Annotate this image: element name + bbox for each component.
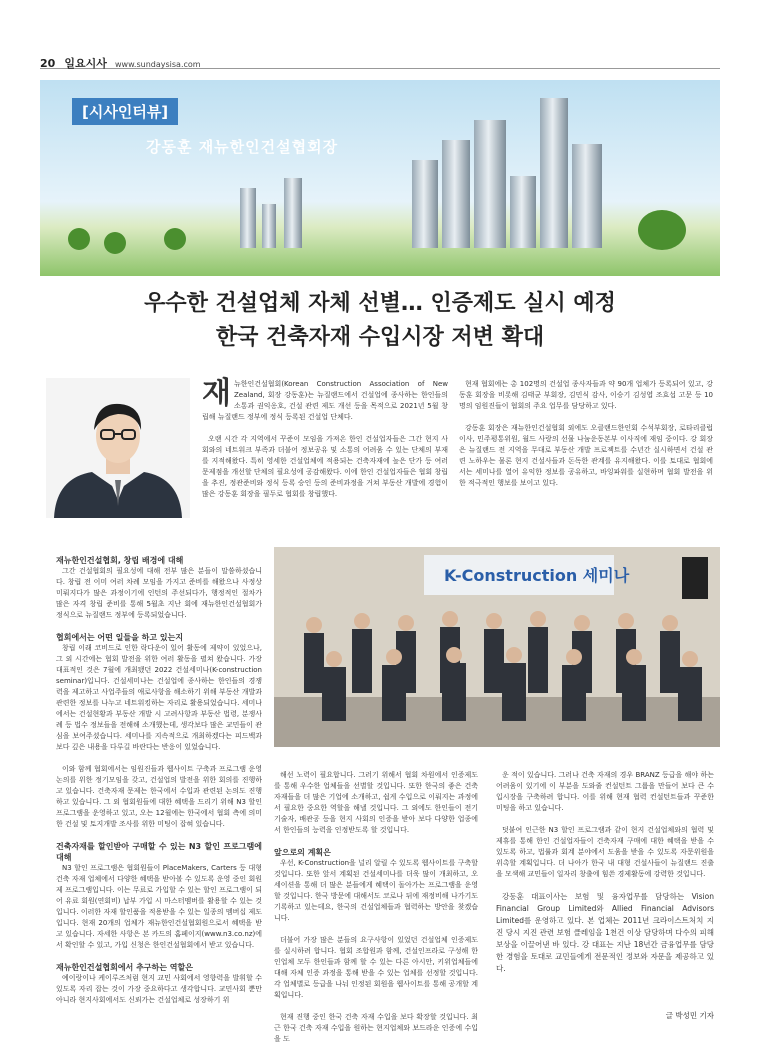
- headline-line1: 우수한 건설업체 자체 선별… 인증제도 실시 예정: [144, 291, 616, 316]
- article-paragraph: 현재 협회에는 총 102명의 건설업 종사자들과 약 90개 업체가 등록되어 있고, 강동훈 회장을 비롯해 김태균 부회장, 김민식 감사, 이승기 김성엽 조효섭 고문 등 10명의 임원진들이 협회의 주요 업무를 담당하고 있다.: [459, 380, 713, 410]
- building-illustration: [240, 188, 256, 248]
- group-photo-illustration: [274, 547, 720, 747]
- article-paragraph: 더불어 가장 많은 분들의 요구사항이 있었던 건설업체 인증제도를 실시하려 합니다. 협회 조합원과 함께, 건설인프라로 구성해 한인업체 모두 한인들과 함께 할 수 있는 다른 아시안, 키위업체들에 대해 자체 인증 과정을 통해 받을 수 있는 업체를 선정할 것입니다. 각 업체별로 등급을 나눠 인정된 회원을 웹사이트를 통해 공개할 계획입니다.: [274, 936, 478, 999]
- page-header: [40, 52, 720, 69]
- section-heading: 건축자재를 할인받아 구매할 수 있는 N3 할인 프로그램에 대해: [56, 842, 262, 862]
- article-paragraph: 그간 건설협회의 필요성에 대해 전부 많은 분들이 말씀하셨습니다. 창립 전 이미 여러 차례 모임을 가지고 준비를 해왔으나 사정상 미뤄지다가 많은 과정이기에 인턴의 주선되다가, 행정적인 절차가 많은 자격 창립 준비를 통해 5월초 지난 회에 재뉴한인건설협회가 정식으로 뉴질랜드 정부에 등록되었습니다.: [56, 567, 262, 619]
- body-column-right: [496, 770, 714, 986]
- dropcap: 재: [202, 376, 231, 411]
- section-heading: 재뉴한인건설협회에서 추구하는 역할은: [56, 963, 193, 972]
- body-column-middle: [274, 770, 478, 1056]
- article-paragraph: 오랜 시간 각 지역에서 꾸준이 모임을 가져온 한인 건설업자들은 그간 현지 사회와의 네트워크 부족과 더불어 정보공유 및 소통의 어려움 수 있는 단체의 부재를 지적해왔다. 특히 영세한 건설업체에 적용되는 건축자재에 높은 단가 등 여러 문제점을 개선할 단체의 필요성에 공감해왔다. 이에 한인 건설업자들은 협회 창립을 추진, 정관준비와 정식 등록 승인 등의 준비과정을 거쳐 부동산 개발에 경험이 많은 강동훈 회장을 필두로 협회를 창립했다.: [202, 435, 448, 498]
- article-paragraph: 운 적이 있습니다. 그러나 건축 자재의 경우 BRANZ 등급을 해야 하는 어려움이 있기에 이 부분을 도와줄 컨설턴트 그룹을 만들어 보다 큰 수입시장을 구축하려 합니다. 이를 위해 현재 협력 컨설턴트들과 꾸준한 미팅을 하고 있습니다.: [496, 771, 714, 812]
- bio-paragraph: 강동훈 대표이사는 보험 및 융자업무를 담당하는 Vision Financial Group Limited와 Allied Financial Advisors Limited를 운영하고 있다. 본 업체는 2011년 크라이스트처치 지진 당시 지진 관련 보험 클레임을 1천건 이상 담당하며 다수의 피해보상을 이끌어낸 바 있다. 강 대표는 지난 18년간 금융업무를 담당한 경험을 토대로 교민들에게 전문적인 정보와 자문을 제공하고 있다.: [496, 892, 714, 973]
- person-portrait-illustration: [46, 378, 190, 518]
- building-illustration: [510, 176, 536, 248]
- building-illustration: [442, 140, 470, 248]
- section-heading: 재뉴한인건설협회, 창립 배경에 대해: [56, 556, 184, 565]
- building-illustration: [262, 204, 276, 248]
- article-paragraph: 뉴한인건설협회(Korean Construction Association of New Zealand, 회장 강동훈)는 뉴질랜드에서 건설업에 종사하는 한인들의 소통과 권익옹호, 건설 관련 제도 개선 등을 목적으로 2021년 5월 창립해 뉴질랜드 정부에 정식 등록된 건설업 단체다.: [202, 380, 448, 421]
- group-photo: [274, 547, 720, 747]
- section-tag: [시사인터뷰]: [72, 98, 178, 125]
- tree-illustration: [68, 228, 90, 250]
- intro-column-1: [202, 376, 448, 511]
- tree-illustration: [638, 210, 686, 250]
- building-illustration: [284, 178, 302, 248]
- section-heading: 앞으로의 계획은: [274, 848, 331, 857]
- backdrop-banner-text: K-Construction 세미나: [444, 566, 630, 585]
- publication-url: www.sundaysisa.com: [115, 60, 201, 69]
- article-paragraph: N3 할인 프로그램은 협회원들이 PlaceMakers, Carters 등 대형 건축 자재 업체에서 다양한 혜택을 받아볼 수 있도록 운영 중인 회원제 프로그램입니다. 이는 무료로 가입할 수 있는 할인 프로그램이 되어 유료 회원(연회비) 납부 가입 시 마스터멤버를 활용할 수 있는 것입니다. 이러한 자재 할인품을 적용받을 수 있는 일종의 멤버십 제도입니다. 현재 20개의 업체가 재뉴한인건설협회원으로서 혜택을 받고 있습니다. 자세한 사항은 본 카드의 홈페이지(www.n3.co.nz)에서 확인할 수 있고, 가입 신청은 한인건설협회에서 받고 있습니다.: [56, 864, 262, 949]
- building-illustration: [572, 144, 602, 248]
- article-paragraph: 우선, K-Construction을 널리 알릴 수 있도록 웹사이트를 구축할 것입니다. 또한 앞서 계획된 건설세미나를 더욱 많이 개최하고, 오세이션을 통해 더 많은 분들에게 혜택이 돌아가는 프로그램을 운영할 것입니다. 한국 방문에 대해서도 코로나 뒤에 재정비해 나가기도 기록하고 있는데요, 한국의 건설업체들과 협력하는 방안을 찾겠습니다.: [274, 859, 478, 922]
- tree-illustration: [164, 228, 186, 250]
- building-illustration: [412, 160, 438, 248]
- publication-name: 일요시사: [64, 57, 107, 70]
- banner-illustration: [40, 80, 720, 276]
- article-paragraph: 해선 노력이 필요합니다. 그러기 위해서 협회 차원에서 인증제도를 통해 우수한 업체들을 선별할 것입니다. 또한 한국의 좋은 건축자재들을 더 많은 기업에 소개하고, 쉽게 수입으로 이뤄지는 과정에서 필요한 중요한 역할을 해낼 것입니다. 그 외에도 한인들이 전기기술자, 배관공 등을 현지 사회의 인증을 받아 보다 다양한 업종에서 한인들의 능력을 인정받도록 할 것입니다.: [274, 771, 478, 834]
- interview-subtitle: 강동훈 재뉴한인건설협회장: [146, 138, 339, 156]
- article-paragraph: 현재 진행 중인 한국 건축 자재 수입을 보다 확장할 것입니다. 최근 한국 건축 자재 수입을 원하는 현지업체와 보드라운 인증에 수입을 도: [274, 1013, 478, 1043]
- article-paragraph: 예이랑이나 케이루즈처럼 현지 교민 사회에서 영향력을 발휘할 수 있도록 자리 잡는 것이 가장 중요하다고 생각합니다. 교민사회 뿐만 아니라 현지사회에서도 신뢰가는 건설업체로 성장하기 위: [56, 974, 262, 1004]
- headline-line2: 한국 건축자재 수입시장 저변 확대: [215, 325, 545, 350]
- intro-column-2: [459, 379, 713, 500]
- building-illustration: [540, 98, 568, 248]
- article-paragraph: 강동훈 회장은 재뉴한인건설협회 외에도 오클랜드한인회 수석부회장, 로타리클럽 이사, 민주평통위원, 월드 사랑의 선물 나눔운동본부 이사직에 재임 중이다. 강 회장은 뉴질랜드 전 지역을 무대로 부동산 개발 프로젝트를 수년간 실시하면서 건설 관련 노하우는 물론 현지 건설사들과 돈독한 관계를 유지해왔다. 이를 토대로 협회에서는 세미나를 열어 유익한 정보를 공유하고, 바잉파워를 실현하며 협회 발전을 위한 적극적인 행보를 보이고 있다.: [459, 424, 713, 487]
- tree-illustration: [104, 232, 126, 254]
- building-illustration: [474, 120, 506, 248]
- byline: 글 박성민 기자: [665, 1011, 714, 1020]
- body-column-left: [56, 549, 262, 1017]
- article-paragraph: 창립 이래 코비드로 인한 락다운이 있어 활동에 제약이 있었으나, 그 외 시간에는 협회 발전을 위한 여러 활동을 펼쳐 왔습니다. 가장 대표적인 것은 7월에 개최됐던 2022 건설세미나(K-construction seminar)입니다. 건설세미나는 건설업에 종사하는 한인들의 경쟁력을 제고하고 사업주들의 애로사항을 해소하기 위해 부동산 개발과 관련한 정보를 나누고 네트워킹하는 자리로 활용되었습니다. 세미나에서는 건설현황과 부동산 개발 시 고려사항과 부동산 법령, 분쟁사례 등 법수 정보들을 전해해 소개했는데, 생각보다 많은 교민들이 관심을 보여주셨습니다. 세미나를 지속적으로 개최하겠다는 피드백과 보다 깊은 내용을 다루길 바란다는 반응이 있었습니다.: [56, 644, 262, 751]
- portrait-photo: [46, 378, 190, 518]
- article-paragraph: 이와 함께 협회에서는 임원진들과 웹사이트 구축과 프로그램 운영 논의를 위한 정기모임을 갖고, 건설업의 발전을 위한 회의를 진행하고 있습니다. 건축자재 문제는 한국에서 수입과 관련된 논의도 진행하고 있습니다. 그 외 협회원들에 대한 혜택을 드리기 위해 N3 할인 프로그램을 운영하고 있고, 오는 12월에는 한국에서 협회 측에 의미한 건설 및 토지개발 조사를 위한 미팅이 잡혀 있습니다.: [56, 765, 262, 828]
- page-number: 20: [40, 57, 56, 70]
- article-paragraph: 덧붙여 인근한 N3 할인 프로그램과 같이 현지 건설업체와의 협력 및 제휴를 통해 한인 건설업자들이 건축자재 구매에 대한 혜택을 받을 수 있도록 하고, 법률과 회계 분야에서 도움을 받을 수 있도록 자문위원을 위촉할 계획입니다. 더 나아가 한국 내 대형 건설사들이 뉴질랜드 진출을 모색해 교민들이 일자리 창출에 힘쓴 경제활동에 강력한 것입니다.: [496, 826, 714, 878]
- section-heading: 협회에서는 어떤 일들을 하고 있는지: [56, 633, 184, 642]
